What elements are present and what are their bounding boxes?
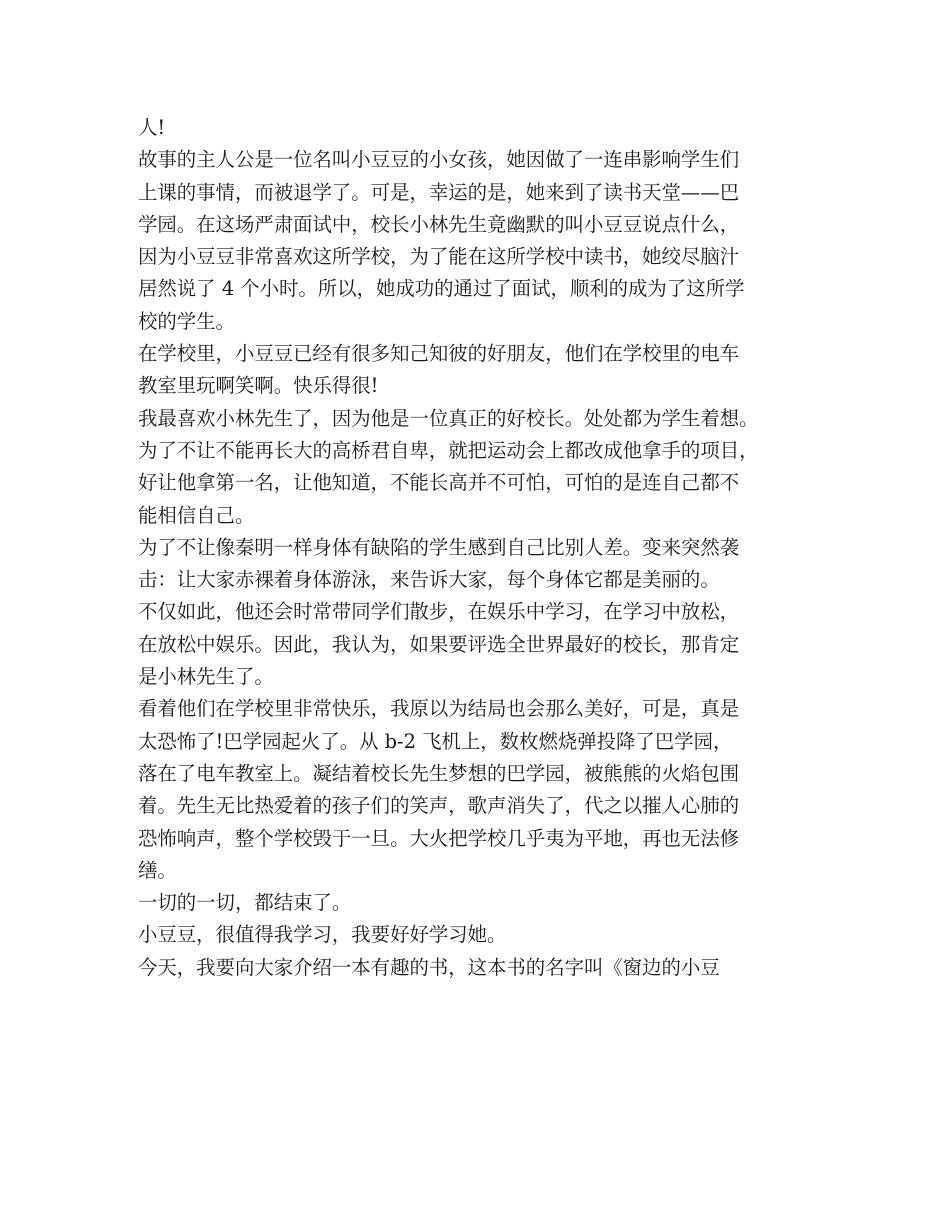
text-line: 故事的主人公是一位名叫小豆豆的小女孩，她因做了一连串影响学生们 [138,148,740,172]
text-line: 着。先生无比热爱着的孩子们的笑声，歌声消失了，代之以摧人心肺的 [138,794,740,818]
text-line: 上课的事情，而被退学了。可是，幸运的是，她来到了读书天堂——巴 [138,180,740,204]
text-line: 一切的一切，都结束了。 [138,891,352,915]
text-line: 在放松中娱乐。因此，我认为，如果要评选全世界最好的校长，那肯定 [138,632,740,656]
text-line: 为了不让像秦明一样身体有缺陷的学生感到自己比别人差。变来突然袭 [138,535,740,559]
text-line: 今天，我要向大家介绍一本有趣的书，这本书的名字叫《窗边的小豆 [138,955,720,979]
text-line: 我最喜欢小林先生了，因为他是一位真正的好校长。处处都为学生着想。 [138,406,759,430]
text-line: 落在了电车教室上。凝结着校长先生梦想的巴学园，被熊熊的火焰包围 [138,761,740,785]
text-line: 小豆豆，很值得我学习，我要好好学习她。 [138,923,507,947]
text-line: 击：让大家赤裸着身体游泳，来告诉大家，每个身体它都是美丽的。 [138,568,720,592]
text-line: 人! [138,116,166,139]
text-line: 好让他拿第一名，让他知道，不能长高并不可怕，可怕的是连自己都不 [138,471,740,495]
text-line: 太恐怖了!巴学园起火了。从 b-2 飞机上，数枚燃烧弹投降了巴学园， [138,729,733,753]
text-line: 恐怖响声，整个学校毁于一旦。大火把学校几乎夷为平地，再也无法修 [138,826,740,850]
text-line: 教室里玩啊笑啊。快乐得很! [138,374,379,398]
text-line: 为了不让不能再长大的高桥君自卑，就把运动会上都改成他拿手的项目， [138,438,759,462]
text-line: 学园。在这场严肃面试中，校长小林先生竟幽默的叫小豆豆说点什么， [138,212,740,236]
text-line: 居然说了 4 个小时。所以，她成功的通过了面试，顺利的成为了这所学 [138,277,745,301]
text-line: 在学校里，小豆豆已经有很多知己知彼的好朋友，他们在学校里的电车 [138,342,740,366]
text-line: 缮。 [138,858,177,882]
text-line: 不仅如此，他还会时常带同学们散步，在娱乐中学习，在学习中放松， [138,600,740,624]
text-line: 是小林先生了。 [138,665,274,689]
text-line: 能相信自己。 [138,503,255,527]
text-line: 因为小豆豆非常喜欢这所学校，为了能在这所学校中读书，她绞尽脑汁 [138,245,740,269]
text-line: 校的学生。 [138,309,235,333]
text-line: 看着他们在学校里非常快乐，我原以为结局也会那么美好，可是，真是 [138,697,740,721]
article-body [138,112,828,984]
